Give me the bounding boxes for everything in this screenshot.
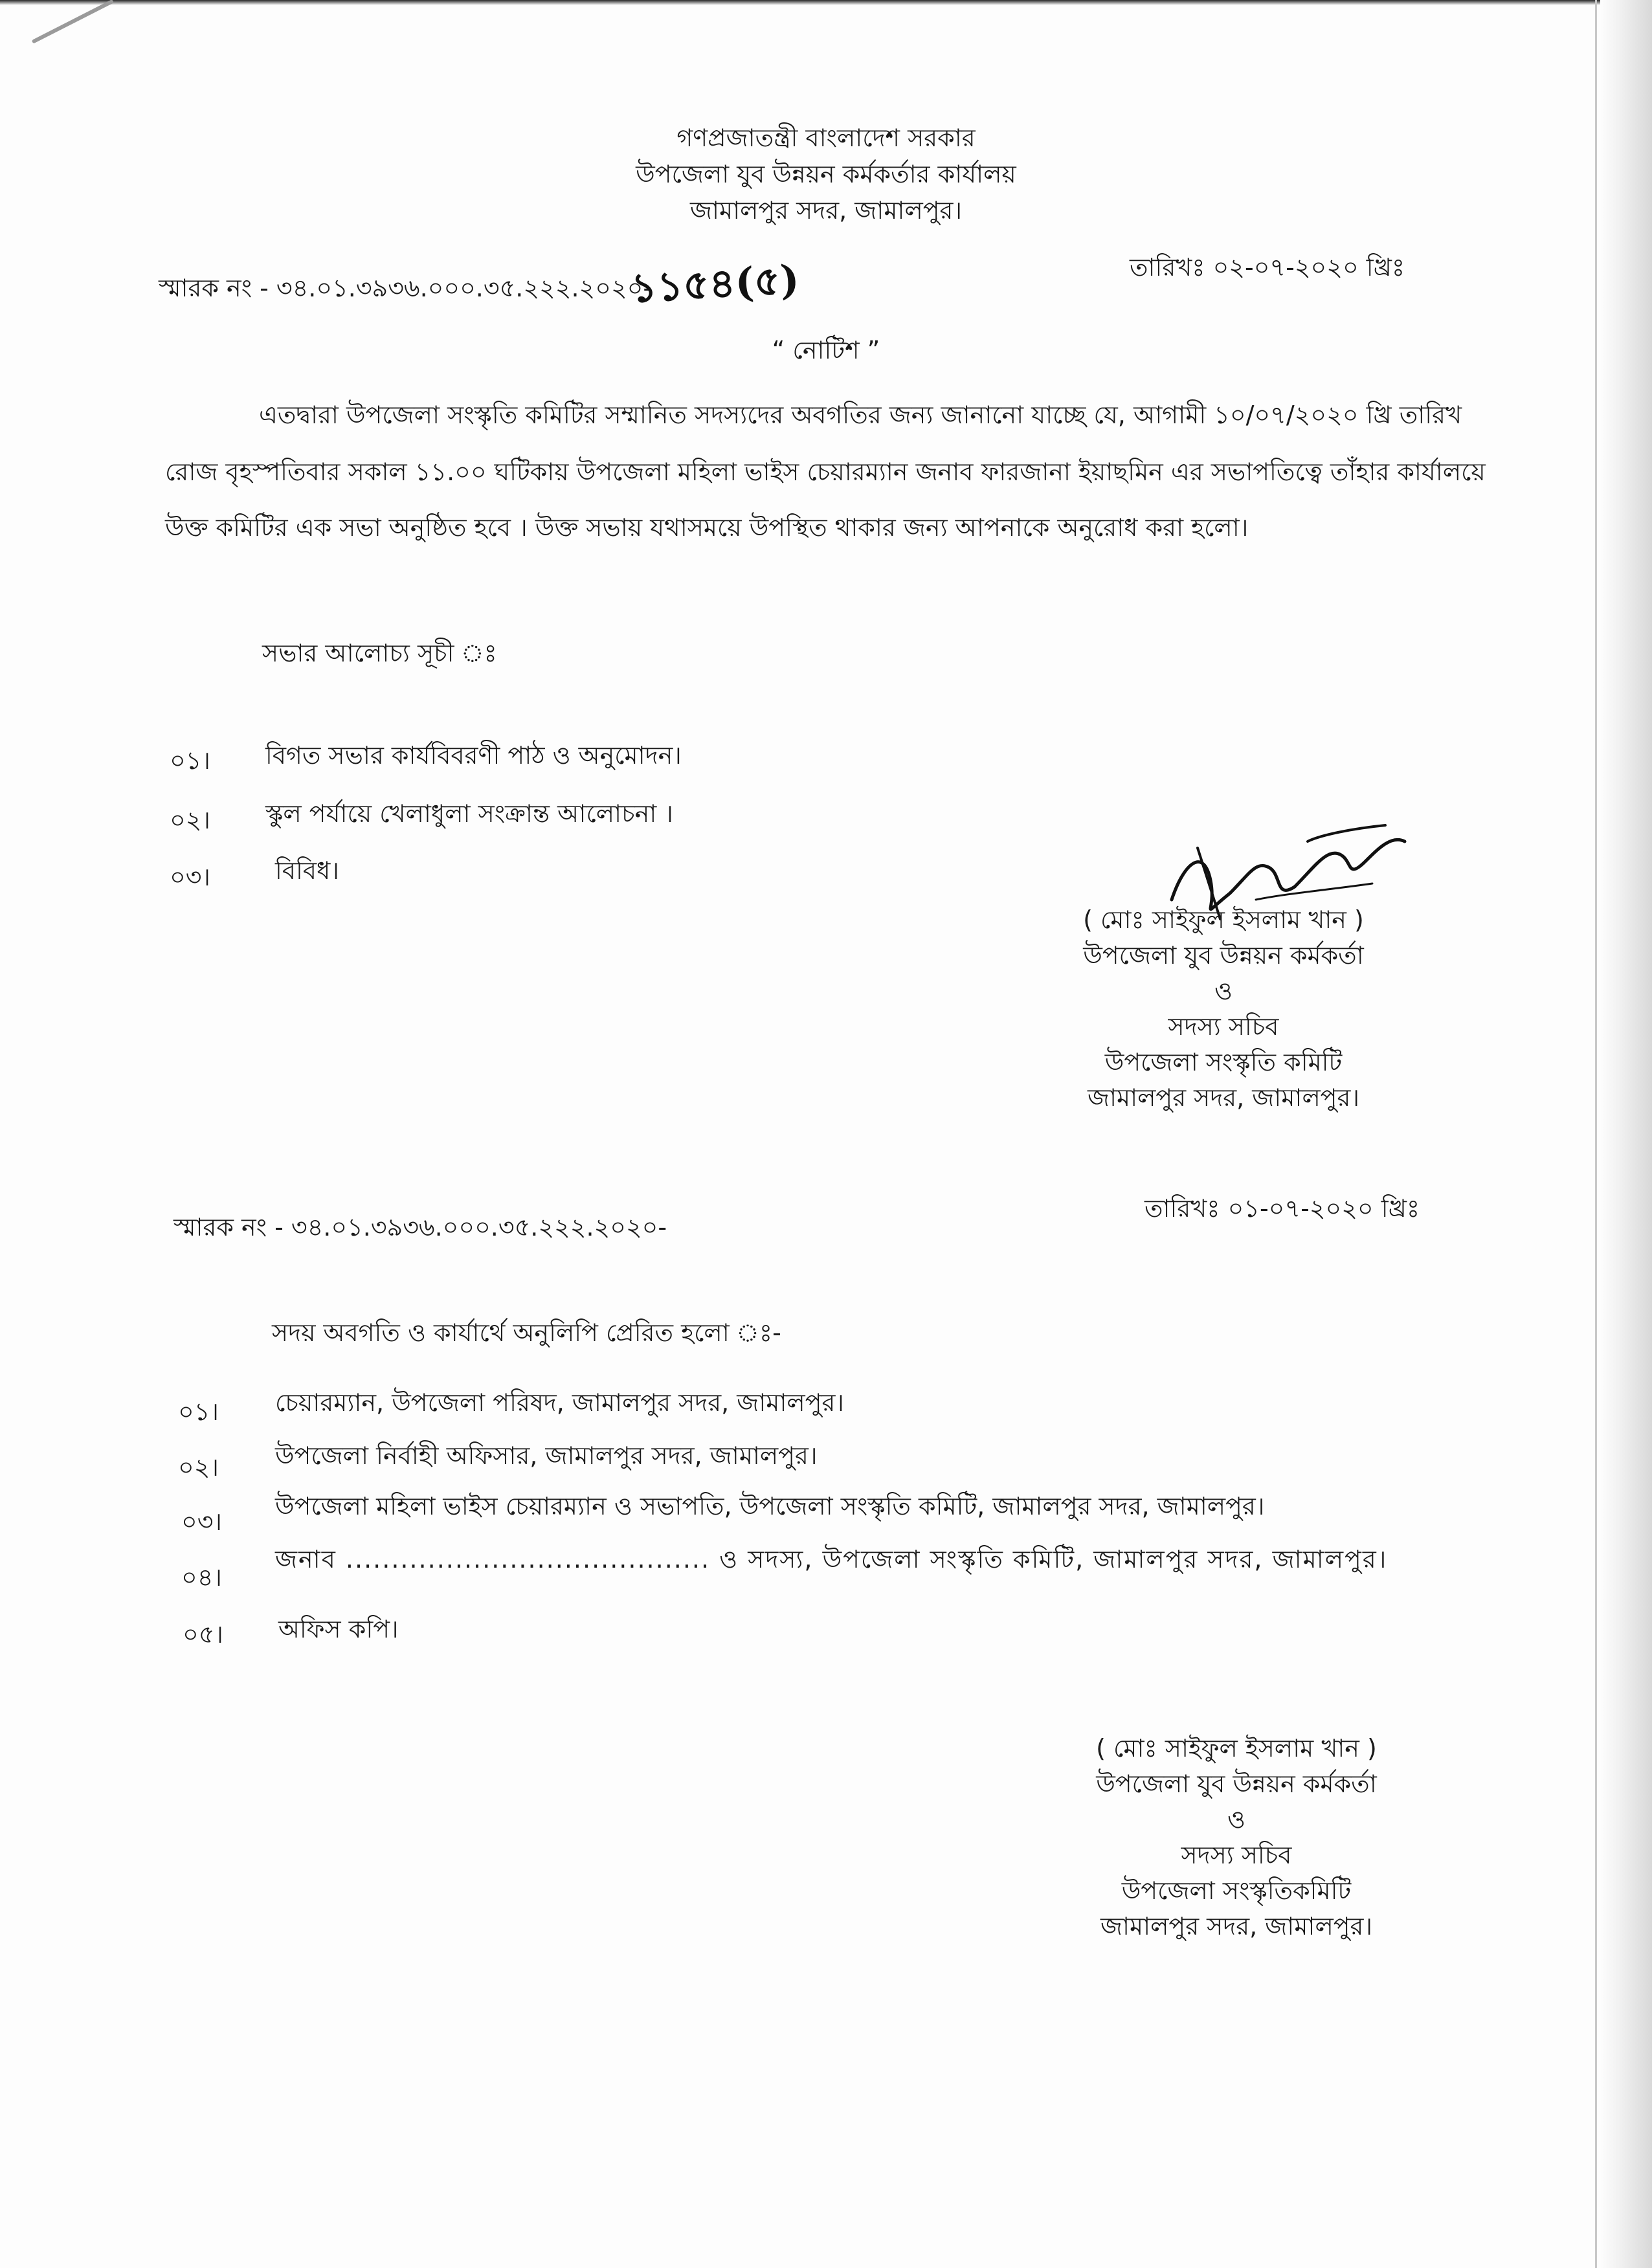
notice-title: “ নোটিশ ” <box>772 336 880 364</box>
signatory-conjunction: ও <box>1214 977 1233 1005</box>
signatory-committee: উপজেলা সংস্কৃতিকমিটি <box>1121 1876 1352 1905</box>
copy-item-text: উপজেলা মহিলা ভাইস চেয়ারম্যান ও সভাপতি, উপজেলা সংস্কৃতি কমিটি, জামালপুর সদর, জামালপুর। <box>275 1492 1265 1520</box>
agenda-item-number: ০৩। <box>170 863 211 891</box>
body-line-3: উক্ত কমিটির এক সভা অনুষ্ঠিত হবে । উক্ত সভায় যথাসময়ে উপস্থিত থাকার জন্য আপনাকে অনুরোধ করা হলো। <box>165 513 1249 542</box>
signatory-block <box>1023 905 1424 1118</box>
scan-page-edge-line <box>1595 0 1597 2268</box>
copy-item-number: ০৪। <box>181 1563 222 1592</box>
scan-edge-right <box>1600 0 1652 2268</box>
letterhead <box>567 123 1085 232</box>
copy-item-text: জনাব ........................................ ও সদস্য, উপজেলা সংস্কৃতি কমিটি, জামালপুর সদর, জামালপুর। <box>275 1545 1388 1573</box>
body-line-2: রোজ বৃহস্পতিবার সকাল ১১.০০ ঘটিকায় উপজেলা মহিলা ভাইস চেয়ারম্যান জনাব ফারজানা ইয়াছমিন এর সভাপতিত্বে তাঁহার কার্যালয়ে <box>165 458 1486 486</box>
copy-item-text: অফিস কপি। <box>278 1615 399 1643</box>
memo-date: তারিখঃ ০২-০৭-২০২০ খ্রিঃ <box>1130 253 1405 282</box>
copy-heading: সদয় অবগতি ও কার্যার্থে অনুলিপি প্রেরিত হলো ঃ- <box>272 1318 781 1347</box>
copy-item-number: ০২। <box>178 1453 219 1482</box>
copy-item-text: উপজেলা নির্বাহী অফিসার, জামালপুর সদর, জামালপুর। <box>275 1441 818 1470</box>
letterhead-location: জামালপুর সদর, জামালপুর। <box>689 196 963 225</box>
pen-mark <box>32 0 114 44</box>
signatory-role: সদস্য সচিব <box>1181 1841 1292 1869</box>
copy-item-number: ০১। <box>178 1397 219 1426</box>
agenda-item-number: ০১। <box>170 746 210 775</box>
body-line-1: এতদ্বারা উপজেলা সংস্কৃতি কমিটির সম্মানিত সদস্যদের অবগতির জন্য জানানো যাচ্ছে যে, আগামী ১০/০৭/২০২০ খ্রি তারিখ <box>259 401 1462 429</box>
signatory-title: উপজেলা যুব উন্নয়ন কর্মকর্তা <box>1096 1770 1377 1798</box>
memo-number-copy: স্মারক নং - ৩৪.০১.৩৯৩৬.০০০.৩৫.২২২.২০২০- <box>173 1213 667 1241</box>
signatory-conjunction: ও <box>1227 1805 1245 1834</box>
signatory-location: জামালপুর সদর, জামালপুর। <box>1087 1084 1360 1112</box>
copy-item-number: ০৫। <box>183 1620 223 1649</box>
handwritten-memo-serial: ১১৫৪(৫) <box>630 256 801 312</box>
agenda-item-text: বিগত সভার কার্যবিবরণী পাঠ ও অনুমোদন। <box>265 741 682 770</box>
scan-edge-top <box>0 0 1652 5</box>
signatory-block-copy <box>1036 1733 1437 1947</box>
signatory-location: জামালপুর সদর, জামালপুর। <box>1100 1912 1373 1940</box>
signatory-name: ( মোঃ সাইফুল ইসলাম খান ) <box>1096 1734 1377 1762</box>
letterhead-office: উপজেলা যুব উন্নয়ন কর্মকর্তার কার্যালয় <box>636 160 1016 188</box>
letterhead-government: গণপ্রজাতন্ত্রী বাংলাদেশ সরকার <box>676 124 976 152</box>
signatory-title: উপজেলা যুব উন্নয়ন কর্মকর্তা <box>1083 941 1364 970</box>
signatory-name: ( মোঃ সাইফুল ইসলাম খান ) <box>1083 906 1364 934</box>
signatory-role: সদস্য সচিব <box>1168 1012 1279 1041</box>
agenda-item-text: বিবিধ। <box>275 856 339 885</box>
memo-date-copy: তারিখঃ ০১-০৭-২০২০ খ্রিঃ <box>1144 1194 1420 1223</box>
copy-item-text: চেয়ারম্যান, উপজেলা পরিষদ, জামালপুর সদর, জামালপুর। <box>275 1388 845 1417</box>
signatory-committee: উপজেলা সংস্কৃতি কমিটি <box>1104 1048 1343 1076</box>
copy-item-number: ০৩। <box>181 1507 223 1536</box>
agenda-heading: সভার আলোচ্য সূচী ঃ <box>262 639 497 667</box>
agenda-item-number: ০২। <box>170 806 211 834</box>
agenda-item-text: স্কুল পর্যায়ে খেলাধুলা সংক্রান্ত আলোচনা । <box>265 799 673 828</box>
memo-number: স্মারক নং - ৩৪.০১.৩৯৩৬.০০০.৩৫.২২২.২০২০- <box>159 274 653 302</box>
